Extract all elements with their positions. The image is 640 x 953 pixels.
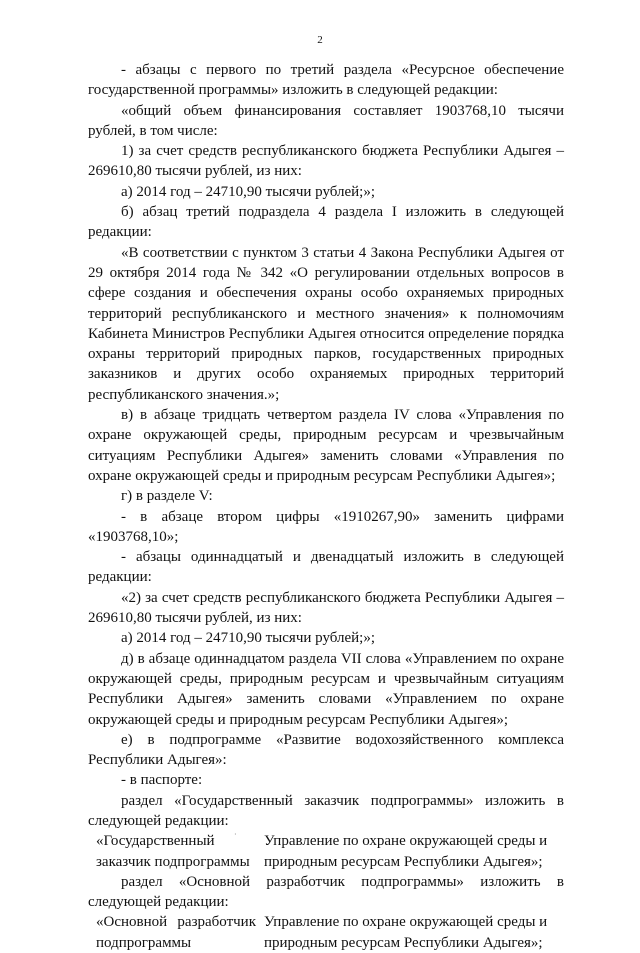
paragraph: е) в подпрограмме «Развитие водохозяйственного комплекса Республики Адыгея»: bbox=[88, 731, 564, 769]
paragraph: раздел «Основной разработчик подпрограммы» изложить в следующей редакции: bbox=[88, 873, 564, 911]
paragraph: а) 2014 год – 24710,90 тысячи рублей;»; bbox=[121, 630, 376, 647]
paragraph: «общий объем финансирования составляет 1903768,10 тысячи рублей, в том числе: bbox=[88, 102, 564, 139]
paragraph: б) абзац третий подраздела 4 раздела I изложить в следующей редакции: bbox=[88, 204, 564, 241]
paragraph: д) в абзаце одиннадцатом раздела VII слова «Управлением по охране окружающей среды, природным ресурсам и чрезвычайным ситуациям Республики Адыгея» заменить словами «Управлением по охране окружающей среды и природным ресурсам Республики Адыгея»; bbox=[88, 650, 564, 728]
customer-table-left-cell: «Государственный заказчик подпрограммы bbox=[96, 833, 250, 870]
developer-table-left-cell: «Основной разработчик подпрограммы bbox=[96, 914, 256, 951]
paragraph: - абзацы одиннадцатый и двенадцатый изложить в следующей редакции: bbox=[88, 549, 564, 586]
paragraph: - в абзаце втором цифры «1910267,90» заменить цифрами «1903768,10»; bbox=[88, 508, 564, 545]
paragraph: - абзацы с первого по третий раздела «Ресурсное обеспечение государственной программы» изложить в следующей редакции: bbox=[88, 62, 564, 99]
paragraph: 1) за счет средств республиканского бюджета Республики Адыгея – 269610,80 тысячи рублей, из них: bbox=[88, 143, 564, 180]
scan-speck: · bbox=[234, 830, 237, 839]
page-number: 2 bbox=[317, 34, 323, 46]
developer-table-right-cell: Управление по охране окружающей среды и природным ресурсам Республики Адыгея»; bbox=[264, 914, 548, 951]
paragraph: «2) за счет средств республиканского бюджета Республики Адыгея – 269610,80 тысячи рублей, из них: bbox=[88, 589, 564, 627]
customer-table-right-cell: Управление по охране окружающей среды и природным ресурсам Республики Адыгея»; bbox=[264, 833, 548, 870]
paragraph: раздел «Государственный заказчик подпрограммы» изложить в следующей редакции: bbox=[88, 792, 564, 829]
paragraph: г) в разделе V: bbox=[121, 488, 213, 505]
customer-table-row bbox=[88, 831, 564, 872]
paragraph: а) 2014 год – 24710,90 тысячи рублей;»; bbox=[121, 183, 376, 200]
document-body bbox=[88, 60, 564, 953]
paragraph: «В соответствии с пунктом 3 статьи 4 Закона Республики Адыгея от 29 октября 2014 года № 342 «О регулировании отдельных вопросов в сфере создания и обеспечения охраны особо охраняемых природных территорий республиканского и местного значения» к полномочиям Кабинета Министров Республики Адыгея относится определение порядка охраны территорий природных парков, государственных природных заказников и других особо охраняемых природных территорий республиканского значения.»; bbox=[88, 244, 564, 403]
paragraph: - в паспорте: bbox=[121, 772, 203, 789]
developer-table-row bbox=[88, 912, 564, 953]
paragraph: в) в абзаце тридцать четвертом раздела IV слова «Управления по охране окружающей среды, природным ресурсам и чрезвычайным ситуациям Республики Адыгея» заменить словами «Управления по охране окружающей среды и природным ресурсам Республики Адыгея»; bbox=[88, 407, 564, 484]
